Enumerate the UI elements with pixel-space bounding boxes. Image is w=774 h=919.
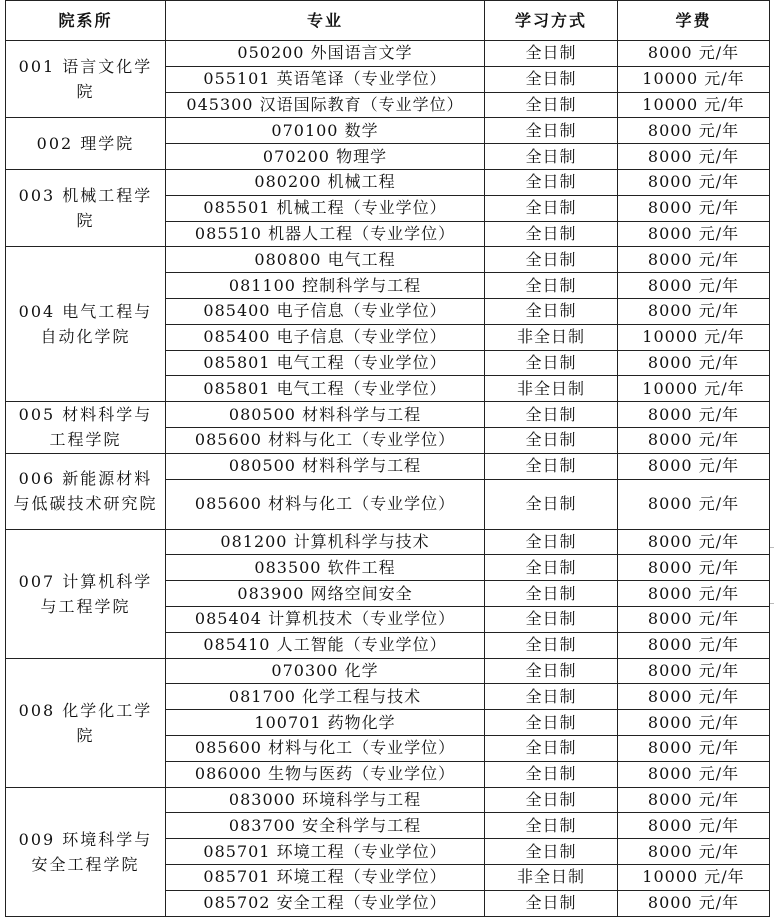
study-mode-cell: 全日制 [485, 479, 618, 529]
table-body [6, 41, 770, 917]
dept-cell: 003 机械工程学院 [6, 169, 166, 246]
fee-cell: 8000 元/年 [618, 41, 770, 67]
study-mode-cell: 全日制 [485, 839, 618, 865]
major-cell: 070100 数学 [166, 118, 485, 144]
fee-cell: 8000 元/年 [618, 402, 770, 428]
fee-cell: 8000 元/年 [618, 606, 770, 632]
fee-cell: 8000 元/年 [618, 813, 770, 839]
study-mode-cell: 全日制 [485, 684, 618, 710]
table-row [6, 529, 770, 555]
major-cell: 080500 材料科学与工程 [166, 453, 485, 479]
major-cell: 085600 材料与化工（专业学位） [166, 735, 485, 761]
major-cell: 085410 人工智能（专业学位） [166, 632, 485, 658]
study-mode-cell: 全日制 [485, 890, 618, 916]
major-cell: 080800 电气工程 [166, 247, 485, 273]
fee-cell: 8000 元/年 [618, 298, 770, 324]
major-cell: 085501 机械工程（专业学位） [166, 195, 485, 221]
dept-cell: 008 化学化工学院 [6, 658, 166, 787]
header-dept: 院系所 [6, 1, 166, 41]
fee-cell: 10000 元/年 [618, 324, 770, 350]
study-mode-cell: 全日制 [485, 402, 618, 428]
fee-cell: 8000 元/年 [618, 581, 770, 607]
study-mode-cell: 全日制 [485, 195, 618, 221]
major-cell: 070200 物理学 [166, 144, 485, 170]
table-row [6, 787, 770, 813]
fee-cell: 8000 元/年 [618, 273, 770, 299]
dept-cell: 002 理学院 [6, 118, 166, 170]
study-mode-cell: 非全日制 [485, 324, 618, 350]
study-mode-cell: 全日制 [485, 658, 618, 684]
fee-cell: 8000 元/年 [618, 169, 770, 195]
major-cell: 055101 英语笔译（专业学位） [166, 66, 485, 92]
fee-cell: 8000 元/年 [618, 529, 770, 555]
header-row [6, 1, 770, 41]
major-cell: 083000 环境科学与工程 [166, 787, 485, 813]
dept-cell: 007 计算机科学与工程学院 [6, 529, 166, 658]
fee-cell: 8000 元/年 [618, 118, 770, 144]
study-mode-cell: 全日制 [485, 169, 618, 195]
fee-cell: 10000 元/年 [618, 864, 770, 890]
fee-cell: 8000 元/年 [618, 221, 770, 247]
dept-cell: 006 新能源材料与低碳技术研究院 [6, 453, 166, 529]
table-row [6, 41, 770, 67]
fee-cell: 8000 元/年 [618, 658, 770, 684]
study-mode-cell: 全日制 [485, 813, 618, 839]
study-mode-cell: 全日制 [485, 427, 618, 453]
fee-cell: 8000 元/年 [618, 350, 770, 376]
study-mode-cell: 全日制 [485, 632, 618, 658]
tuition-table [5, 0, 770, 917]
study-mode-cell: 全日制 [485, 298, 618, 324]
study-mode-cell: 全日制 [485, 41, 618, 67]
major-cell: 070300 化学 [166, 658, 485, 684]
dept-cell: 005 材料科学与工程学院 [6, 402, 166, 454]
tuition-table-container [5, 0, 769, 917]
major-cell: 100701 药物化学 [166, 710, 485, 736]
major-cell: 085600 材料与化工（专业学位） [166, 479, 485, 529]
table-row [6, 453, 770, 479]
study-mode-cell: 全日制 [485, 66, 618, 92]
header-fee: 学费 [618, 1, 770, 41]
study-mode-cell: 全日制 [485, 273, 618, 299]
fee-cell: 8000 元/年 [618, 144, 770, 170]
edge-mark [770, 603, 774, 604]
table-row [6, 247, 770, 273]
major-cell: 085801 电气工程（专业学位） [166, 350, 485, 376]
fee-cell: 8000 元/年 [618, 839, 770, 865]
major-cell: 085701 环境工程（专业学位） [166, 839, 485, 865]
study-mode-cell: 全日制 [485, 710, 618, 736]
major-cell: 085400 电子信息（专业学位） [166, 324, 485, 350]
study-mode-cell: 全日制 [485, 529, 618, 555]
fee-cell: 8000 元/年 [618, 427, 770, 453]
study-mode-cell: 全日制 [485, 144, 618, 170]
header-major: 专业 [166, 1, 485, 41]
major-cell: 086000 生物与医药（专业学位） [166, 761, 485, 787]
major-cell: 081700 化学工程与技术 [166, 684, 485, 710]
major-cell: 050200 外国语言文学 [166, 41, 485, 67]
fee-cell: 8000 元/年 [618, 195, 770, 221]
major-cell: 085510 机器人工程（专业学位） [166, 221, 485, 247]
major-cell: 083900 网络空间安全 [166, 581, 485, 607]
major-cell: 085400 电子信息（专业学位） [166, 298, 485, 324]
fee-cell: 10000 元/年 [618, 92, 770, 118]
fee-cell: 8000 元/年 [618, 479, 770, 529]
study-mode-cell: 全日制 [485, 221, 618, 247]
dept-cell: 009 环境科学与安全工程学院 [6, 787, 166, 916]
major-cell: 085701 环境工程（专业学位） [166, 864, 485, 890]
major-cell: 080200 机械工程 [166, 169, 485, 195]
major-cell: 085702 安全工程（专业学位） [166, 890, 485, 916]
major-cell: 085600 材料与化工（专业学位） [166, 427, 485, 453]
fee-cell: 8000 元/年 [618, 632, 770, 658]
major-cell: 083700 安全科学与工程 [166, 813, 485, 839]
fee-cell: 8000 元/年 [618, 684, 770, 710]
study-mode-cell: 全日制 [485, 787, 618, 813]
study-mode-cell: 全日制 [485, 350, 618, 376]
study-mode-cell: 全日制 [485, 92, 618, 118]
table-row [6, 402, 770, 428]
fee-cell: 10000 元/年 [618, 66, 770, 92]
major-cell: 085404 计算机技术（专业学位） [166, 606, 485, 632]
fee-cell: 8000 元/年 [618, 710, 770, 736]
major-cell: 080500 材料科学与工程 [166, 402, 485, 428]
table-row [6, 169, 770, 195]
major-cell: 085801 电气工程（专业学位） [166, 376, 485, 402]
fee-cell: 8000 元/年 [618, 555, 770, 581]
fee-cell: 8000 元/年 [618, 453, 770, 479]
table-row [6, 118, 770, 144]
study-mode-cell: 全日制 [485, 118, 618, 144]
fee-cell: 8000 元/年 [618, 735, 770, 761]
fee-cell: 8000 元/年 [618, 787, 770, 813]
fee-cell: 8000 元/年 [618, 890, 770, 916]
fee-cell: 10000 元/年 [618, 376, 770, 402]
major-cell: 045300 汉语国际教育（专业学位） [166, 92, 485, 118]
major-cell: 081100 控制科学与工程 [166, 273, 485, 299]
study-mode-cell: 全日制 [485, 555, 618, 581]
study-mode-cell: 全日制 [485, 735, 618, 761]
study-mode-cell: 全日制 [485, 247, 618, 273]
dept-cell: 004 电气工程与自动化学院 [6, 247, 166, 402]
study-mode-cell: 全日制 [485, 453, 618, 479]
table-row [6, 658, 770, 684]
study-mode-cell: 全日制 [485, 606, 618, 632]
study-mode-cell: 非全日制 [485, 864, 618, 890]
study-mode-cell: 全日制 [485, 581, 618, 607]
header-mode: 学习方式 [485, 1, 618, 41]
fee-cell: 8000 元/年 [618, 761, 770, 787]
edge-mark [770, 547, 774, 548]
study-mode-cell: 全日制 [485, 761, 618, 787]
dept-cell: 001 语言文化学院 [6, 41, 166, 118]
major-cell: 083500 软件工程 [166, 555, 485, 581]
major-cell: 081200 计算机科学与技术 [166, 529, 485, 555]
study-mode-cell: 非全日制 [485, 376, 618, 402]
fee-cell: 8000 元/年 [618, 247, 770, 273]
